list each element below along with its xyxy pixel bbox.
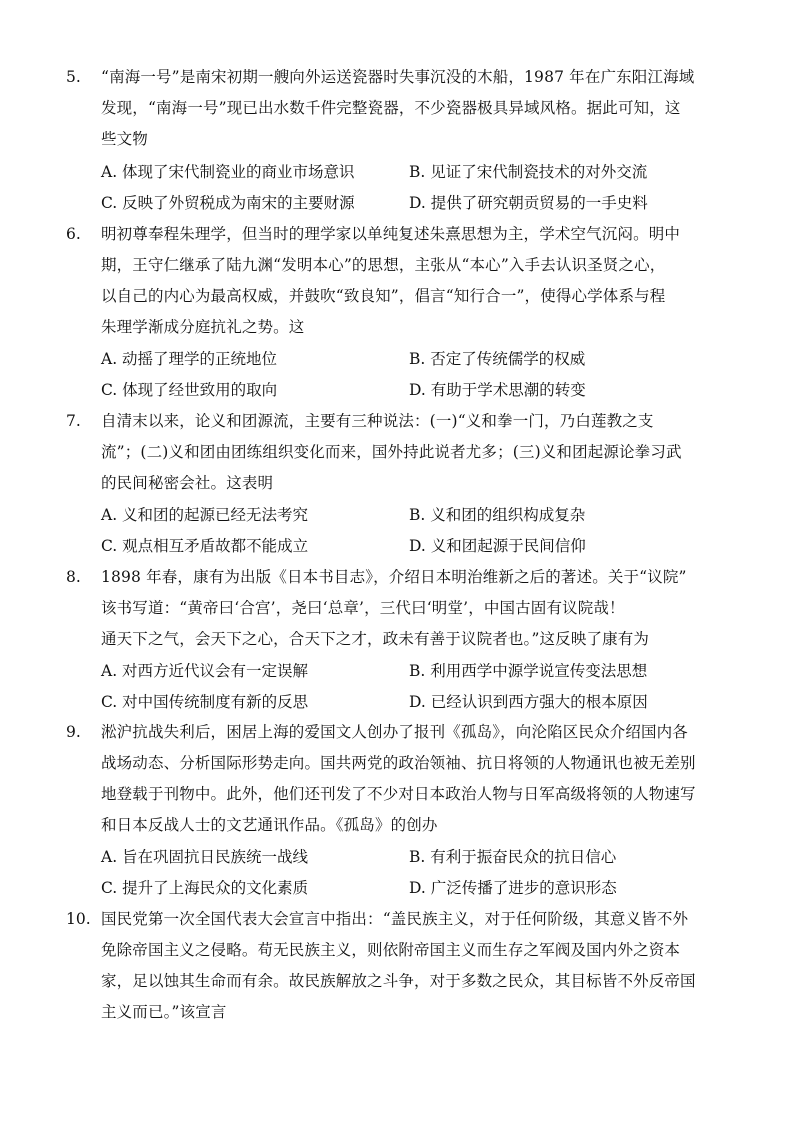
option-b: B. 见证了宋代制瓷技术的对外交流 bbox=[409, 163, 648, 181]
question-stem-line: 以自己的内心为最高权威，并鼓吹“致良知”，倡言“知行合一”，使得心学体系与程 bbox=[101, 287, 666, 305]
option-d: D. 广泛传播了进步的意识形态 bbox=[409, 879, 617, 897]
option-a: A. 对西方近代议会有一定误解 bbox=[101, 662, 309, 680]
option-c: C. 对中国传统制度有新的反思 bbox=[101, 693, 309, 711]
question-number: 7. bbox=[66, 412, 81, 430]
question-stem-line: 家，足以蚀其生命而有余。故民族解放之斗争，对于多数之民众，其目标皆不外反帝国 bbox=[101, 972, 696, 990]
question-stem-line: 淞沪抗战失利后，困居上海的爱国文人创办了报刊《孤岛》，向沦陷区民众介绍国内各 bbox=[101, 723, 688, 741]
question-stem-line: 该书写道：“黄帝曰‘合宫’，尧曰‘总章’，三代曰‘明堂’，中国古固有议院哉！ bbox=[101, 599, 625, 617]
question-number: 10. bbox=[66, 910, 91, 928]
question-stem-line: 战场动态、分析国际形势走向。国共两党的政治领袖、抗日将领的人物通讯也被无差别 bbox=[101, 754, 696, 772]
option-d: D. 提供了研究朝贡贸易的一手史料 bbox=[409, 194, 648, 212]
question-number: 5. bbox=[66, 68, 81, 86]
question-stem-line: 和日本反战人士的文艺通讯作品。《孤岛》的创办 bbox=[101, 816, 438, 834]
option-a: A. 体现了宋代制瓷业的商业市场意识 bbox=[101, 163, 355, 181]
option-d: D. 已经认识到西方强大的根本原因 bbox=[409, 693, 648, 711]
question-stem-line: 期，王守仁继承了陆九渊“发明本心”的思想，主张从“本心”入手去认识圣贤之心， bbox=[101, 256, 666, 274]
option-b: B. 有利于振奋民众的抗日信心 bbox=[409, 848, 617, 866]
option-d: D. 有助于学术思潮的转变 bbox=[409, 381, 586, 399]
question-number: 6. bbox=[66, 225, 81, 243]
question-stem-line: 免除帝国主义之侵略。苟无民族主义，则依附帝国主义而生存之军阀及国内外之资本 bbox=[101, 941, 681, 959]
option-c: C. 反映了外贸税成为南宋的主要财源 bbox=[101, 194, 355, 212]
option-b: B. 利用西学中源学说宣传变法思想 bbox=[409, 662, 648, 680]
question-stem-line: 国民党第一次全国代表大会宣言中指出：“盖民族主义，对于任何阶级，其意义皆不外 bbox=[101, 910, 689, 928]
question-number: 8. bbox=[66, 568, 81, 586]
question-stem-line: “南海一号”是南宋初期一艘向外运送瓷器时失事沉没的木船，1987 年在广东阳江海域 bbox=[101, 68, 695, 86]
question-stem-line: 明初尊奉程朱理学，但当时的理学家以单纯复述朱熹思想为主，学术空气沉闷。明中 bbox=[101, 225, 681, 243]
option-c: C. 体现了经世致用的取向 bbox=[101, 381, 278, 399]
option-d: D. 义和团起源于民间信仰 bbox=[409, 537, 586, 555]
question-number: 9. bbox=[66, 723, 81, 741]
question-stem-line: 发现，“南海一号”现已出水数千件完整瓷器，不少瓷器极具异域风格。据此可知，这 bbox=[101, 99, 681, 117]
option-a: A. 旨在巩固抗日民族统一战线 bbox=[101, 848, 309, 866]
option-a: A. 义和团的起源已经无法考究 bbox=[101, 506, 309, 524]
question-stem-line: 通天下之气，会天下之心，合天下之才，政未有善于议院者也。”这反映了康有为 bbox=[101, 630, 650, 648]
option-c: C. 观点相互矛盾故都不能成立 bbox=[101, 537, 309, 555]
option-a: A. 动摇了理学的正统地位 bbox=[101, 350, 278, 368]
question-stem-line: 朱理学渐成分庭抗礼之势。这 bbox=[101, 318, 305, 336]
question-stem-line: 地登载于刊物中。此外，他们还刊发了不少对日本政治人物与日军高级将领的人物速写 bbox=[101, 785, 696, 803]
option-c: C. 提升了上海民众的文化素质 bbox=[101, 879, 309, 897]
question-stem-line: 些文物 bbox=[101, 130, 148, 148]
question-stem-line: 的民间秘密会社。这表明 bbox=[101, 474, 274, 492]
option-b: B. 义和团的组织构成复杂 bbox=[409, 506, 586, 524]
question-stem-line: 主义而已。”该宣言 bbox=[101, 1003, 227, 1021]
question-stem-line: 1898 年春，康有为出版《日本书目志》，介绍日本明治维新之后的著述。关于“议院” bbox=[101, 568, 687, 586]
question-stem-line: 流”；(二)义和团由团练组织变化而来，国外持此说者尤多；(三)义和团起源论拳习武 bbox=[101, 443, 682, 461]
question-stem-line: 自清末以来，论义和团源流，主要有三种说法：(一)“义和拳一门，乃白莲教之支 bbox=[101, 412, 654, 430]
option-b: B. 否定了传统儒学的权威 bbox=[409, 350, 586, 368]
